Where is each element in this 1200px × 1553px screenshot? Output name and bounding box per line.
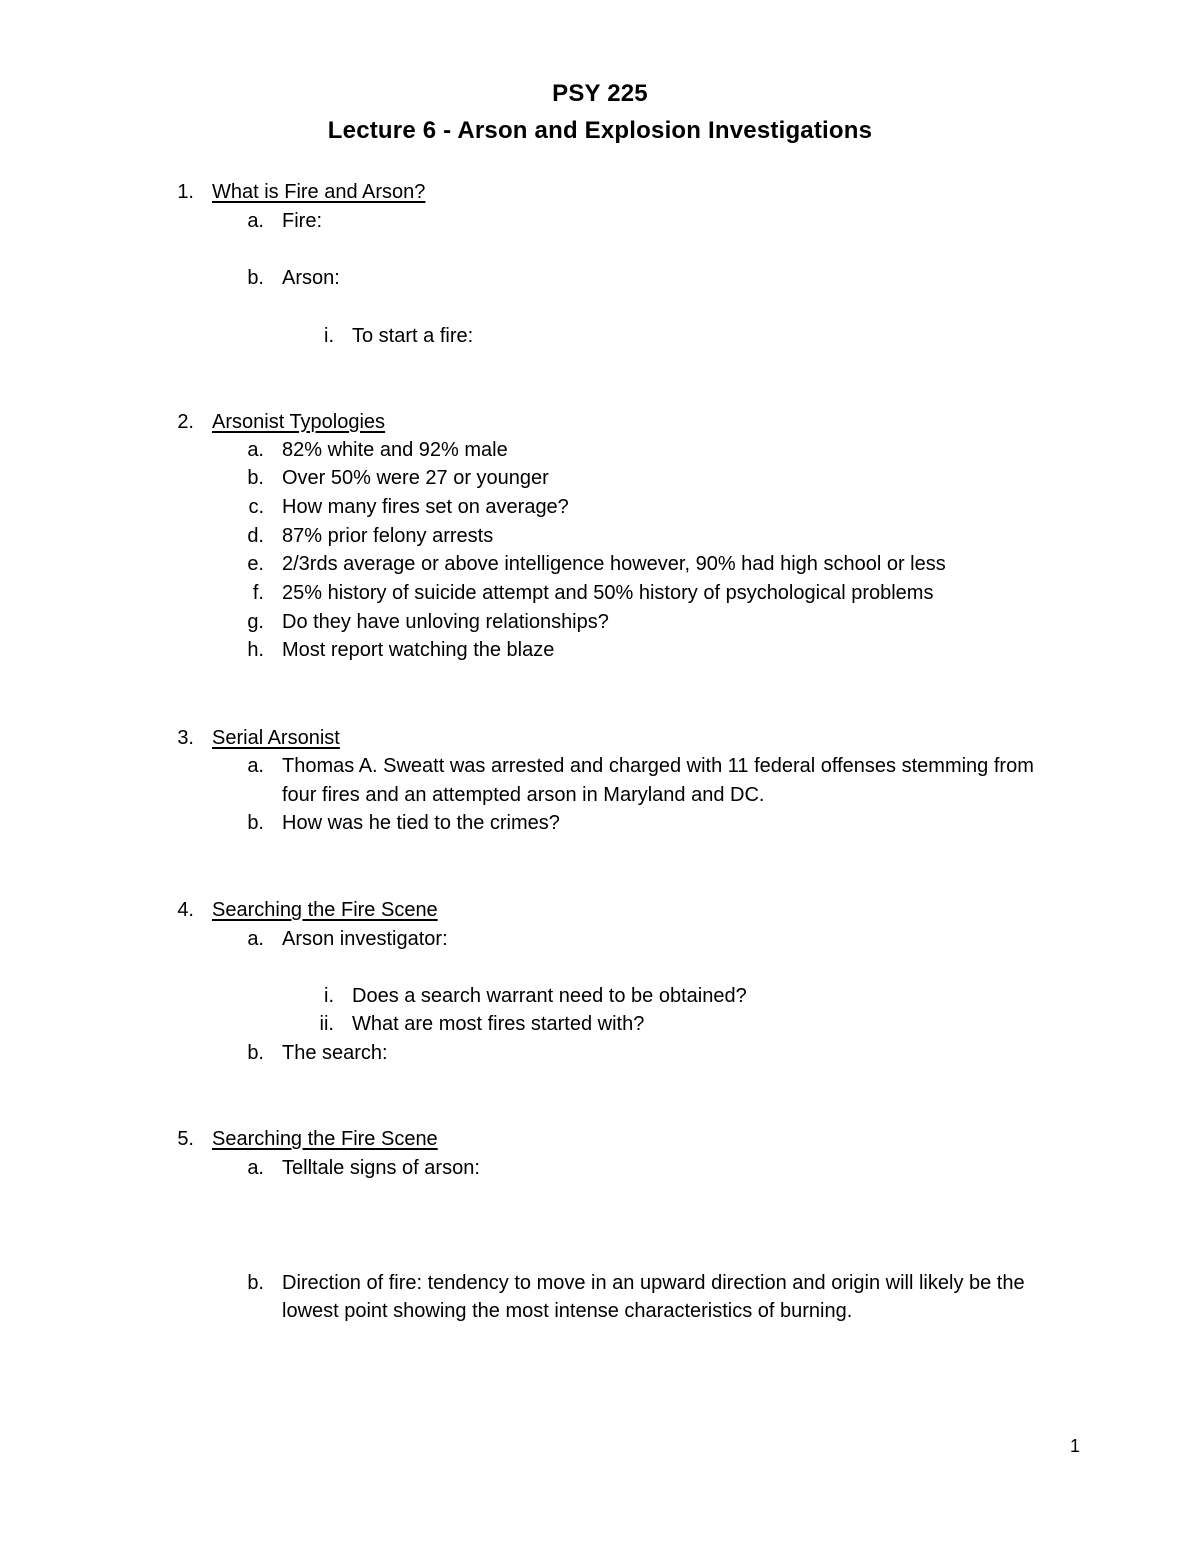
list-item: The search:: [282, 1042, 388, 1064]
section-heading: Serial Arsonist: [212, 727, 340, 749]
section-heading: Arsonist Typologies: [212, 411, 386, 433]
section-heading: What is Fire and Arson?: [212, 181, 426, 203]
item-marker: b.: [247, 1272, 264, 1294]
list-item: Do they have unloving relationships?: [282, 611, 609, 633]
list-item: 82% white and 92% male: [282, 439, 508, 461]
list-item: 87% prior felony arrests: [282, 525, 494, 547]
list-item: Over 50% were 27 or younger: [282, 467, 549, 489]
item-marker: b.: [247, 812, 264, 834]
subitem-marker: i.: [324, 325, 334, 347]
lecture-title: Lecture 6 - Arson and Explosion Investigations: [327, 117, 873, 144]
subitem-marker: ii.: [319, 1013, 334, 1035]
item-marker: h.: [247, 639, 264, 661]
page-number: 1: [1070, 1436, 1081, 1456]
section-number: 1.: [177, 181, 194, 203]
section-number: 5.: [177, 1128, 194, 1150]
item-marker: b.: [247, 467, 264, 489]
section-number: 3.: [177, 727, 194, 749]
item-marker: a.: [247, 1157, 264, 1179]
list-item: Arson investigator:: [282, 928, 448, 950]
list-item: Fire:: [282, 210, 322, 232]
item-marker: b.: [247, 1042, 264, 1064]
item-marker: b.: [247, 267, 264, 289]
list-subitem: To start a fire:: [352, 325, 474, 347]
item-marker: d.: [247, 525, 264, 547]
item-marker: a.: [247, 439, 264, 461]
list-item: How many fires set on average?: [282, 496, 569, 518]
item-marker: a.: [247, 755, 264, 777]
course-title: PSY 225: [552, 80, 648, 107]
list-subitem: What are most fires started with?: [352, 1013, 645, 1035]
subitem-marker: i.: [324, 985, 334, 1007]
section-number: 4.: [177, 899, 194, 921]
item-marker: a.: [247, 210, 264, 232]
list-item: 2/3rds average or above intelligence however, 90% had high school or less: [282, 553, 946, 575]
section-heading: Searching the Fire Scene: [212, 899, 438, 921]
section-heading: Searching the Fire Scene: [212, 1128, 438, 1150]
item-marker: a.: [247, 928, 264, 950]
item-marker: c.: [248, 496, 264, 518]
list-item-continuation: four fires and an attempted arson in Maryland and DC.: [282, 784, 765, 806]
list-item-continuation: lowest point showing the most intense characteristics of burning.: [282, 1300, 853, 1322]
list-item: Arson:: [282, 267, 340, 289]
list-item: Thomas A. Sweatt was arrested and charged with 11 federal offenses stemming from: [282, 755, 1034, 777]
list-item: Telltale signs of arson:: [282, 1157, 480, 1179]
item-marker: f.: [252, 582, 264, 604]
section-number: 2.: [177, 411, 194, 433]
list-item: How was he tied to the crimes?: [282, 812, 560, 834]
item-marker: g.: [247, 611, 264, 633]
item-marker: e.: [247, 553, 264, 575]
list-item: 25% history of suicide attempt and 50% history of psychological problems: [282, 582, 934, 604]
list-subitem: Does a search warrant need to be obtained?: [352, 985, 747, 1007]
list-item: Most report watching the blaze: [282, 639, 555, 661]
list-item: Direction of fire: tendency to move in an upward direction and origin will likely be the: [282, 1272, 1025, 1294]
